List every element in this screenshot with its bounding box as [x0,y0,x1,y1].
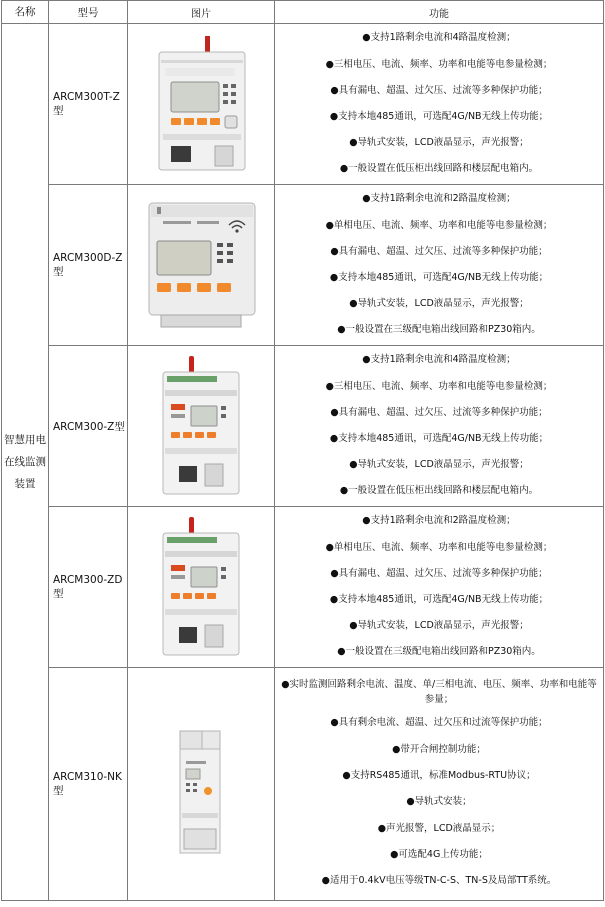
category-cell [2,24,49,901]
feature-cell [275,24,604,185]
feature-item: ●一般设置在低压柜出线回路和楼层配电箱内。 [339,485,539,497]
feature-item: ●具有漏电、超温、过欠压、过流等多种保护功能； [330,84,548,96]
feature-item: ●具有漏电、超温、过欠压、过流等多种保护功能； [330,406,548,418]
table-row [2,185,604,346]
feature-cell [275,185,604,346]
table-row [2,24,604,185]
category-line: 智慧用电 [4,434,46,446]
feature-item: ●支持本地485通讯，可选配4G/NB无线上传功能； [329,272,549,283]
category-line: 在线监测 [4,456,46,468]
din-meter-icon [141,515,261,660]
product-image-cell [128,24,275,185]
feature-item: ●支持本地485通讯，可选配4G/NB无线上传功能； [329,111,549,122]
feature-item: ●具有剩余电流、超温、过欠压和过流等保护功能； [330,717,548,729]
feature-item: ●支持RS485通讯，标准Modbus-RTU协议； [342,769,536,781]
feature-item: ●适用于0.4kV电压等级TN-C-S、TN-S及局部TT系统。 [321,875,557,887]
feature-item: ●三相电压、电流、频率、功率和电能等电参量检测； [325,58,553,70]
feature-item: ●导轨式安装，LCD液晶显示，声光报警； [349,298,529,310]
feature-cell [275,346,604,507]
product-image-cell [128,185,275,346]
header-image: 图片 [128,1,275,24]
feature-item: ●可选配4G上传功能； [390,849,488,861]
feature-item: ●支持1路剩余电流和4路温度检测； [362,32,516,44]
feature-item: ●支持本地485通讯，可选配4G/NB无线上传功能； [329,433,549,444]
category-line: 装置 [14,478,36,490]
product-image-cell [128,507,275,668]
feature-item: ●导轨式安装，LCD液晶显示，声光报警； [349,620,529,632]
header-name: 名称 [2,1,49,24]
feature-item: ●具有漏电、超温、过欠压、过流等多种保护功能； [330,245,548,257]
model-cell: ARCM300D-Z型 [49,185,128,346]
header-model: 型号 [49,1,128,24]
feature-cell [275,507,604,668]
feature-item: ●导轨式安装，LCD液晶显示，声光报警； [349,459,529,471]
header-row [2,1,604,24]
feature-item: ●带开合闸控制功能； [392,743,486,755]
feature-item: ●单相电压、电流、频率、功率和电能等电参量检测； [325,219,553,231]
din-meter-icon [141,354,261,499]
feature-item: ●一般设置在三级配电箱出线回路和PZ30箱内。 [337,646,541,658]
feature-cell [275,668,604,901]
model-cell: ARCM310-NK型 [49,668,128,901]
feature-item: ●一般设置在低压柜出线回路和楼层配电箱内。 [339,163,539,175]
feature-item: ●导轨式安装，LCD液晶显示，声光报警； [349,137,529,149]
table-row [2,668,604,901]
product-image-cell [128,346,275,507]
model-cell: ARCM300-ZD型 [49,507,128,668]
feature-item: ●声光报警，LCD液晶显示； [377,822,501,834]
feature-item: ●导轨式安装； [406,796,472,808]
din-module-icon [146,709,256,859]
feature-item: ●实时监测回路剩余电流、温度、单/三相电流、电压、频率、功率和电能等参量； [281,679,597,706]
panel-meter-icon [137,195,265,335]
model-cell: ARCM300T-Z型 [49,24,128,185]
feature-item: ●一般设置在三级配电箱出线回路和PZ30箱内。 [337,324,541,336]
feature-item: ●支持本地485通讯，可选配4G/NB无线上传功能； [329,594,549,605]
header-function: 功能 [275,1,604,24]
product-image-cell [128,668,275,901]
model-cell: ARCM300-Z型 [49,346,128,507]
table-row [2,346,604,507]
feature-item: ●单相电压、电流、频率、功率和电能等电参量检测； [325,541,553,553]
feature-item: ●支持1路剩余电流和4路温度检测； [362,354,516,366]
feature-item: ●具有漏电、超温、过欠压、过流等多种保护功能； [330,567,548,579]
feature-item: ●三相电压、电流、频率、功率和电能等电参量检测； [325,380,553,392]
feature-item: ●支持1路剩余电流和2路温度检测； [362,515,516,527]
product-table [1,0,604,901]
table-row [2,507,604,668]
feature-item: ●支持1路剩余电流和2路温度检测； [362,193,516,205]
din-meter-icon [141,34,261,174]
